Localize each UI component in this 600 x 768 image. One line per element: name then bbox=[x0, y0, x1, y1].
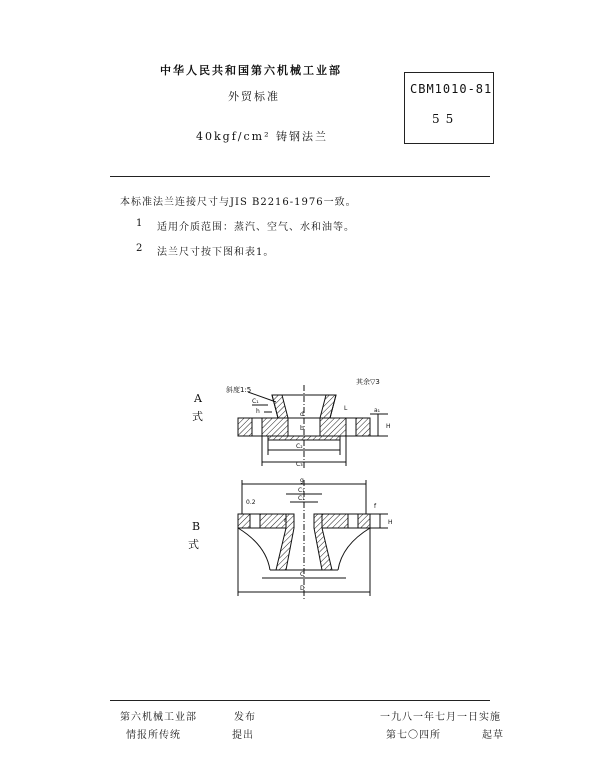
dim-g-label: g bbox=[300, 477, 304, 484]
dim-L-label: L bbox=[344, 405, 348, 412]
intro-text: 本标准法兰连接尺寸与JIS B2216-1976一致。 bbox=[120, 197, 357, 208]
item-2-number: 2 bbox=[136, 243, 144, 254]
flange-type-b bbox=[238, 480, 388, 600]
footer-edit-org: 情报所传统 bbox=[126, 730, 181, 741]
item-1-number: 1 bbox=[136, 218, 144, 229]
dim-02-label: 0.2 bbox=[246, 499, 256, 506]
dim-cb-label: C₁ bbox=[298, 495, 305, 502]
footer-issued: 发布 bbox=[234, 712, 256, 723]
dim-d-label: d bbox=[300, 411, 304, 418]
type-a-letter: A bbox=[194, 392, 202, 405]
footer-divider bbox=[110, 700, 490, 701]
dim-f-label: f bbox=[374, 503, 377, 510]
document-title: 40kgf/cm² 铸钢法兰 bbox=[196, 130, 328, 143]
standard-code: CBM1010-81 bbox=[410, 82, 493, 96]
footer-drafted: 起草 bbox=[482, 730, 504, 741]
item-2-text: 法兰尺寸按下图和表1。 bbox=[157, 247, 275, 258]
dim-ca-label: C₁ bbox=[298, 487, 305, 494]
dim-a1-label: a₁ bbox=[374, 407, 381, 414]
footer-issuer: 第六机械工业部 bbox=[120, 712, 197, 723]
footer-drafter-org: 第七〇四所 bbox=[386, 730, 441, 741]
type-a-char: 式 bbox=[192, 410, 203, 423]
dim-H-b-label: H bbox=[388, 519, 393, 526]
dim-c2-label: C₂ bbox=[296, 443, 303, 450]
flange-type-a bbox=[238, 385, 388, 470]
slope-note: 斜度1:5 bbox=[226, 386, 252, 394]
dim-D-label: D bbox=[300, 585, 305, 592]
dim-H-label: H bbox=[386, 423, 391, 430]
dim-c1-label: C₁ bbox=[252, 398, 259, 405]
item-1-text: 适用介质范围：蒸汽、空气、水和油等。 bbox=[157, 222, 355, 233]
dim-h-label: h bbox=[256, 408, 260, 415]
type-b-char: 式 bbox=[188, 538, 199, 551]
dim-c-label: C bbox=[300, 571, 305, 578]
standard-number: 55 bbox=[432, 112, 460, 126]
footer-edit-action: 提出 bbox=[232, 730, 254, 741]
standard-category: 外贸标准 bbox=[228, 90, 280, 103]
dim-b-label: b bbox=[300, 425, 304, 432]
footer-date: 一九八一年七月一日实施 bbox=[380, 712, 501, 723]
ministry-title: 中华人民共和国第六机械工业部 bbox=[160, 64, 342, 77]
dim-r-label: r bbox=[284, 517, 287, 524]
finish-note: 其余▽3 bbox=[356, 378, 380, 386]
type-b-letter: B bbox=[192, 520, 201, 533]
dim-c3-label: C₃ bbox=[296, 461, 303, 468]
